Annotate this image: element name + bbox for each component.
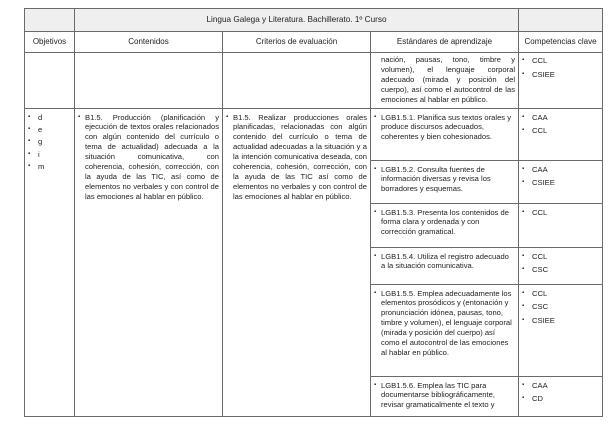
bullet-icon: ▪ — [522, 208, 525, 215]
list-item — [522, 252, 599, 266]
competencia-code: CSIEE — [532, 69, 555, 79]
cell-competencias — [519, 160, 603, 203]
competencia-code: CSIEE — [532, 178, 555, 188]
bullet-icon: ▪ — [522, 252, 525, 259]
competencia-code: CCL — [532, 126, 548, 136]
bullet-icon: ▪ — [522, 127, 525, 134]
bullet-icon: ▪ — [522, 165, 525, 172]
cell-competencias — [519, 284, 603, 376]
cell-competencias — [519, 203, 603, 247]
standard-text: LGB1.5.1. Planifica sus textos orales y produce discursos adecuados, coherentes y bien cohesionados. — [381, 112, 512, 142]
competencia-code: CSC — [532, 265, 549, 275]
list-item — [522, 302, 599, 316]
list-item — [522, 289, 599, 303]
bullet-icon: ▪ — [522, 113, 525, 120]
competencia-code: CCL — [532, 56, 548, 65]
contenido-text: B1.5. Producción (planificación y ejecución de textos orales relacionados con algún contenido del currículo o tema de actualidad) adecuada a la situación comunicativa, con coherencia, cohesión, corrección, con la ayuda de las TIC, así como de elementos no verbales y con control de las emociones al hablar en público. — [85, 112, 219, 201]
cell-competencias — [519, 53, 603, 109]
table-row — [25, 53, 603, 109]
cell-standard — [371, 203, 519, 247]
competencia-code: CCL — [532, 251, 548, 261]
bullet-icon: ▪ — [28, 113, 31, 120]
competencia-code: CAA — [532, 380, 548, 390]
competencia-code: CCL — [532, 207, 548, 217]
competencia-code: CSIEE — [532, 315, 555, 325]
bullet-icon: ▪ — [522, 179, 525, 186]
curriculum-table — [24, 8, 603, 417]
competencia-code: CAA — [532, 112, 548, 122]
cell-standard-continued — [371, 53, 519, 109]
list-item — [522, 316, 599, 330]
table-row — [25, 108, 603, 160]
standard-text: LGB1.5.3. Presenta los contenidos de forma clara y ordenada y con corrección gramatical. — [381, 207, 509, 237]
list-item — [28, 125, 71, 137]
objetivo-letter: i — [38, 149, 40, 159]
list-item — [28, 113, 71, 125]
bullet-icon: ▪ — [374, 165, 377, 172]
bullet-icon: ▪ — [522, 70, 525, 77]
title-spacer-cell — [25, 9, 75, 32]
header-criterios: Criterios de evaluación — [223, 32, 371, 53]
cell-contenidos-empty — [75, 53, 223, 109]
bullet-icon: ▪ — [374, 381, 377, 388]
cell-standard — [371, 247, 519, 284]
cell-standard — [371, 108, 519, 160]
competencia-code: CCL — [532, 288, 548, 298]
standard-text: LGB1.5.5. Emplea adecuadamente los elementos prosódicos y (entonación y pronunciación idónea, pausas, tono, timbre y volumen), el lenguaje corporal (mirada y posición del cuerpo) así como el autocontrol de las emociones al hablar en público. — [381, 288, 512, 357]
bullet-icon: ▪ — [522, 289, 525, 296]
competencia-code: CD — [532, 394, 543, 404]
objetivo-letter: e — [38, 124, 43, 134]
cell-criterio — [223, 108, 371, 416]
list-item — [28, 137, 71, 149]
list-item — [522, 394, 599, 408]
bullet-icon: ▪ — [374, 252, 377, 259]
list-item — [522, 126, 599, 140]
bullet-icon: ▪ — [78, 113, 81, 120]
list-item — [522, 113, 599, 127]
cell-standard — [371, 160, 519, 203]
competencia-code: CSC — [532, 302, 549, 312]
bullet-icon: ▪ — [522, 381, 525, 388]
bullet-icon: ▪ — [522, 266, 525, 273]
list-item — [522, 265, 599, 279]
standard-text: LGB1.5.4. Utiliza el registro adecuado a la situación comunicativa. — [381, 251, 509, 271]
table-header-row — [25, 32, 603, 53]
list-item — [522, 178, 599, 192]
bullet-icon: ▪ — [522, 57, 525, 63]
header-contenidos: Contenidos — [75, 32, 223, 53]
header-competencias: Competencias clave — [519, 32, 603, 53]
criterio-text: B1.5. Realizar producciones orales planificadas, relacionadas con algún contenido del currículo o tema de actualidad adecuadas a la situación y a la intención comunicativa deseada, con coherencia, cohesión, corrección, con la ayuda de las TIC así como de elementos no verbales y con control de las emociones al hablar en público. — [233, 112, 367, 201]
list-item — [28, 162, 71, 174]
objetivo-letter: g — [38, 137, 43, 147]
table-title: Lingua Galega y Literatura. Bachillerato. 1º Curso — [75, 9, 519, 32]
table-title-row — [25, 9, 603, 32]
bullet-icon: ▪ — [522, 395, 525, 402]
standard-text: nación, pausas, tono, timbre y volumen), el lenguaje corporal adecuado (mirada y posición del cuerpo), así como el autocontrol de las emociones al hablar en público. — [381, 55, 516, 104]
header-objetivos: Objetivos — [25, 32, 75, 53]
bullet-icon: ▪ — [374, 113, 377, 120]
cell-objetivos — [25, 108, 75, 416]
header-estandares: Estándares de aprendizaje — [371, 32, 519, 53]
bullet-icon: ▪ — [374, 289, 377, 296]
competencia-code: CAA — [532, 164, 548, 174]
cell-standard — [371, 284, 519, 376]
bullet-icon: ▪ — [28, 138, 31, 145]
objetivo-letter: m — [38, 162, 45, 172]
cell-competencias — [519, 108, 603, 160]
cell-standard — [371, 376, 519, 416]
bullet-icon: ▪ — [28, 150, 31, 157]
bullet-icon: ▪ — [226, 113, 229, 120]
title-spacer-cell — [519, 9, 603, 32]
list-item — [522, 56, 599, 70]
bullet-icon: ▪ — [28, 125, 31, 132]
cell-competencias — [519, 376, 603, 416]
cell-criterios-empty — [223, 53, 371, 109]
standard-text: LGB1.5.6. Emplea las TIC para documentarse bibliográficamente, revisar gramaticalmente el texto y — [381, 380, 495, 410]
list-item — [522, 70, 599, 84]
bullet-icon: ▪ — [28, 163, 31, 170]
cell-competencias — [519, 247, 603, 284]
bullet-icon: ▪ — [522, 316, 525, 323]
list-item — [28, 150, 71, 162]
list-item — [522, 165, 599, 179]
objetivo-letter: d — [38, 112, 43, 122]
bullet-icon: ▪ — [522, 303, 525, 310]
cell-objetivos-empty — [25, 53, 75, 109]
list-item — [522, 208, 599, 222]
list-item — [522, 381, 599, 395]
cell-contenido — [75, 108, 223, 416]
bullet-icon: ▪ — [374, 208, 377, 215]
standard-text: LGB1.5.2. Consulta fuentes de información diversas y revisa los borradores y esquemas. — [381, 164, 491, 194]
